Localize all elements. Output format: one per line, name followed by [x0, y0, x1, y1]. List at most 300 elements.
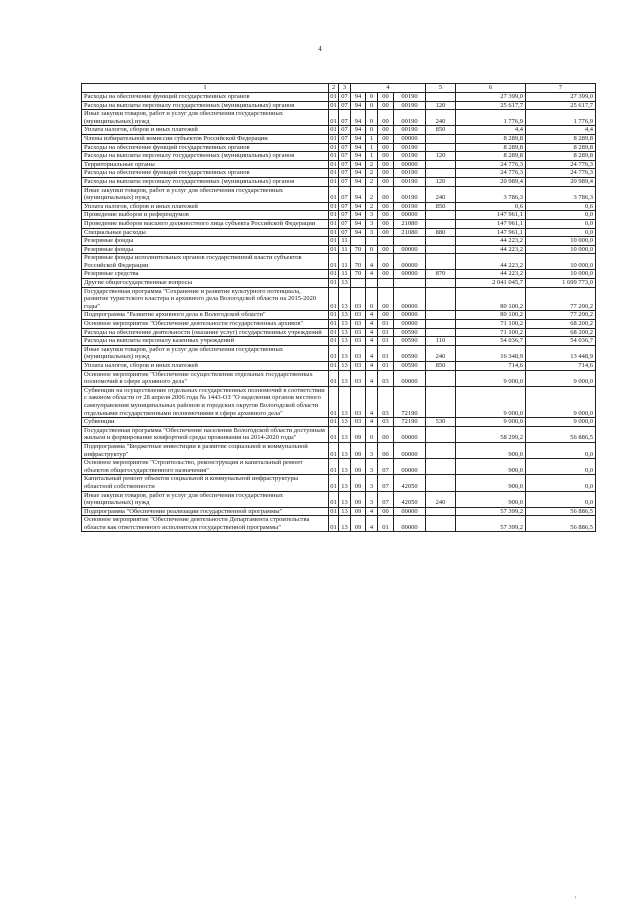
section-code: 01 [330, 160, 337, 168]
row-name: Основное мероприятие "Обеспечение осуществления отдельных государственных полномочий в сфере архивного дела" [82, 370, 329, 386]
subprogram-code: 0 [366, 287, 378, 311]
expense-type-code [426, 516, 456, 532]
table-row [82, 328, 596, 337]
activity-code: 00 [378, 254, 394, 270]
amount-col-7: 0,0 [526, 459, 596, 475]
amount-col-6: 1 776,9 [456, 110, 526, 126]
amount-col-7: 0,0 [526, 228, 596, 237]
direction-code: 00190 [394, 110, 426, 126]
expense-type-code: 120 [426, 101, 456, 110]
row-name: Расходы на обеспечение деятельности (оказание услуг) государственных учреждений [82, 328, 329, 337]
direction-code: 00590 [394, 337, 426, 346]
table-body [82, 84, 596, 532]
subprogram-code: 4 [366, 328, 378, 337]
activity-code: 00 [378, 177, 394, 186]
program-code: 03 [351, 418, 366, 427]
subprogram-code: 3 [366, 211, 378, 220]
subprogram-code: 4 [366, 337, 378, 346]
program-code: 09 [351, 516, 366, 532]
expense-type-code [426, 279, 456, 288]
direction-code: 00000 [394, 245, 426, 254]
subprogram-code: 2 [366, 186, 378, 202]
program-code: 03 [351, 320, 366, 329]
section-code: 01 [330, 202, 337, 210]
amount-col-7: 56 886,5 [526, 426, 596, 442]
subprogram-code: 0 [366, 245, 378, 254]
subsection-code: 07 [339, 101, 351, 110]
header-cell: 7 [526, 84, 596, 93]
subsection-code: 13 [339, 459, 351, 475]
amount-col-7: 1 699 773,0 [526, 279, 596, 288]
table-row [82, 169, 596, 178]
direction-code: 42050 [394, 491, 426, 507]
table-row [82, 337, 596, 346]
expense-type-code: 120 [426, 177, 456, 186]
row-name: Основное мероприятие "Обеспечение деятельности Департамента строительства области как ответственного исполнителя государственной программы" [82, 516, 329, 532]
amount-col-7: 25 617,7 [526, 101, 596, 110]
activity-code: 00 [378, 134, 394, 143]
amount-col-6: 54 036,7 [456, 337, 526, 346]
amount-col-6: 44 223,2 [456, 270, 526, 279]
direction-code: 00000 [394, 516, 426, 532]
subsection-code: 13 [339, 426, 351, 442]
amount-col-6: 900,0 [456, 475, 526, 491]
program-code: 03 [351, 362, 366, 371]
activity-code: 01 [378, 362, 394, 371]
row-name: Резервные фонды [82, 245, 329, 254]
section-code: 01 [330, 337, 337, 345]
direction-code: 00000 [394, 459, 426, 475]
subprogram-code: 4 [366, 418, 378, 427]
header-cell: 3 [339, 84, 351, 93]
subprogram-code: 0 [366, 93, 378, 102]
subsection-code: 13 [339, 362, 351, 371]
table-row [82, 418, 596, 427]
subprogram-code: 4 [366, 270, 378, 279]
amount-col-7: 9 000,0 [526, 386, 596, 417]
table-row [82, 237, 596, 246]
activity-code: 00 [378, 143, 394, 152]
section-code: 01 [330, 279, 337, 287]
row-name: Субвенции на осуществление отдельных государственных полномочий в соответствии с законом области от 28 апреля 2006 года № 1443-ОЗ "О наделении органов местного самоуправления муниципальных районов и городских округов Вологодской области отдельными государственными полномочиями в сфере архивного дела" [82, 386, 329, 417]
amount-col-7: 0,0 [526, 475, 596, 491]
section-code: 01 [329, 386, 339, 417]
amount-col-6: 16 348,9 [456, 345, 526, 361]
subsection-code: 13 [339, 442, 351, 458]
amount-col-6: 147 961,1 [456, 219, 526, 228]
subprogram-code: 0 [366, 426, 378, 442]
section-code: 01 [329, 254, 339, 270]
activity-code: 00 [378, 442, 394, 458]
subprogram-code: 4 [366, 254, 378, 270]
expense-type-code [426, 370, 456, 386]
subsection-code: 13 [339, 311, 351, 320]
row-name: Резервные фонды [82, 237, 329, 246]
row-name: Подпрограмма "Обеспечение реализации государственной программы" [82, 507, 329, 516]
activity-code: 07 [378, 475, 394, 491]
direction-code: 00000 [394, 320, 426, 329]
direction-code: 42050 [394, 475, 426, 491]
program-code: 70 [351, 270, 366, 279]
subsection-code: 07 [339, 134, 351, 143]
row-name: Основное мероприятие "Строительство, реконструкция и капитальный ремонт объектов общегосударственного назначения" [82, 459, 329, 475]
subsection-code: 13 [339, 516, 351, 532]
amount-col-7: 8 289,8 [526, 134, 596, 143]
subprogram-code: 4 [366, 362, 378, 371]
section-code: 01 [330, 126, 337, 134]
program-code: 94 [351, 228, 366, 237]
activity-code: 07 [378, 459, 394, 475]
table-row [82, 279, 596, 288]
row-name: Субвенции [82, 418, 329, 427]
table-row [82, 177, 596, 186]
expense-type-code [426, 507, 456, 516]
amount-col-7: 10 000,0 [526, 254, 596, 270]
activity-code: 00 [378, 202, 394, 211]
row-name: Иные закупки товаров, работ и услуг для обеспечения государственных (муниципальных) нужд [82, 186, 329, 202]
direction-code: 00190 [394, 177, 426, 186]
subsection-code: 07 [339, 152, 351, 161]
section-code: 01 [329, 516, 339, 532]
section-code: 01 [330, 311, 337, 319]
table-row [82, 101, 596, 110]
amount-col-7: 8 289,8 [526, 152, 596, 161]
activity-code: 01 [378, 337, 394, 346]
activity-code: 00 [378, 219, 394, 228]
amount-col-6: 147 961,1 [456, 211, 526, 220]
amount-col-6: 9 000,0 [456, 370, 526, 386]
program-code: 94 [351, 152, 366, 161]
program-code: 70 [351, 245, 366, 254]
program-code: 03 [351, 370, 366, 386]
section-code: 01 [330, 362, 337, 369]
amount-col-6: 9 000,0 [456, 418, 526, 427]
section-code: 01 [330, 507, 337, 515]
program-code: 03 [351, 345, 366, 361]
section-code: 01 [330, 93, 337, 100]
subsection-code: 13 [339, 279, 351, 288]
program-code: 94 [351, 160, 366, 169]
expense-type-code [426, 459, 456, 475]
direction-code [394, 237, 426, 246]
subprogram-code: 0 [366, 110, 378, 126]
row-name: Резервные средства [82, 270, 329, 279]
program-code: 09 [351, 442, 366, 458]
expense-type-code [426, 237, 456, 246]
expense-type-code [426, 93, 456, 102]
activity-code: 00 [378, 228, 394, 237]
table-row [82, 370, 596, 386]
expense-type-code: 240 [426, 345, 456, 361]
subprogram-code [366, 237, 378, 246]
amount-col-7: 9 000,0 [526, 370, 596, 386]
program-code: 94 [351, 219, 366, 228]
direction-code: 00000 [394, 270, 426, 279]
subprogram-code: 1 [366, 152, 378, 161]
program-code [351, 279, 366, 288]
subsection-code: 13 [339, 475, 351, 491]
expense-type-code [426, 245, 456, 254]
table-row [82, 160, 596, 169]
activity-code: 00 [378, 93, 394, 102]
amount-col-6: 80 100,2 [456, 287, 526, 311]
expense-type-code [426, 254, 456, 270]
amount-col-7: 77 200,2 [526, 287, 596, 311]
amount-col-7: 10 000,0 [526, 245, 596, 254]
direction-code: 72190 [394, 386, 426, 417]
direction-code: 00190 [394, 126, 426, 135]
activity-code: 00 [378, 507, 394, 516]
budget-table [81, 83, 596, 532]
subprogram-code: 3 [366, 228, 378, 237]
activity-code: 00 [378, 186, 394, 202]
amount-col-7: 20 989,4 [526, 177, 596, 186]
subprogram-code: 3 [366, 491, 378, 507]
expense-type-code: 240 [426, 110, 456, 126]
activity-code [378, 237, 394, 246]
direction-code: 00000 [394, 287, 426, 311]
row-name: Иные закупки товаров, работ и услуг для обеспечения государственных (муниципальных) нужд [82, 491, 329, 507]
section-code: 01 [330, 143, 337, 151]
direction-code: 00000 [394, 442, 426, 458]
amount-col-6: 900,0 [456, 491, 526, 507]
expense-type-code [426, 211, 456, 220]
expense-type-code: 120 [426, 152, 456, 161]
amount-col-7: 68 200,2 [526, 320, 596, 329]
amount-col-6: 0,6 [456, 202, 526, 211]
expense-type-code: 850 [426, 202, 456, 211]
row-name: Уплата налогов, сборов и иных платежей [82, 362, 329, 371]
subsection-code: 07 [339, 160, 351, 169]
table-row [82, 320, 596, 329]
row-name: Территориальные органы [82, 160, 329, 169]
section-code: 01 [330, 237, 337, 245]
subsection-code: 11 [339, 237, 351, 246]
expense-type-code [426, 287, 456, 311]
subsection-code: 11 [339, 254, 351, 270]
header-cell: 1 [82, 84, 329, 93]
program-code: 94 [351, 177, 366, 186]
subprogram-code: 4 [366, 345, 378, 361]
table-row [82, 93, 596, 102]
subprogram-code: 2 [366, 202, 378, 211]
expense-type-code [426, 134, 456, 143]
amount-col-7: 0,0 [526, 491, 596, 507]
direction-code: 00190 [394, 152, 426, 161]
direction-code: 00190 [394, 101, 426, 110]
program-code: 94 [351, 202, 366, 211]
amount-col-7: 0,0 [526, 442, 596, 458]
amount-col-6: 20 989,4 [456, 177, 526, 186]
expense-type-code [426, 311, 456, 320]
amount-col-6: 80 100,2 [456, 311, 526, 320]
section-code: 01 [330, 270, 337, 278]
activity-code: 00 [378, 270, 394, 279]
subprogram-code: 3 [366, 459, 378, 475]
amount-col-7: 0,0 [526, 211, 596, 220]
amount-col-6: 9 000,0 [456, 386, 526, 417]
expense-type-code [426, 320, 456, 329]
section-code: 01 [329, 491, 339, 507]
table-row [82, 362, 596, 371]
amount-col-7: 24 776,3 [526, 169, 596, 178]
section-code: 01 [330, 245, 337, 253]
direction-code: 00190 [394, 169, 426, 178]
subsection-code: 07 [339, 202, 351, 211]
row-name: Расходы на обеспечение функций государственных органов [82, 93, 329, 102]
section-code: 01 [329, 442, 339, 458]
program-code: 09 [351, 507, 366, 516]
table-row [82, 491, 596, 507]
subprogram-code: 4 [366, 507, 378, 516]
expense-type-code: 870 [426, 270, 456, 279]
direction-code: 00000 [394, 254, 426, 270]
section-code: 01 [330, 228, 337, 236]
row-name: Капитальный ремонт объектов социальной и коммунальной инфраструктуры областной собственности [82, 475, 329, 491]
table-row [82, 211, 596, 220]
section-code: 01 [330, 211, 337, 219]
amount-col-7: 1 776,9 [526, 110, 596, 126]
activity-code: 01 [378, 328, 394, 337]
subsection-code: 13 [339, 418, 351, 427]
program-code: 94 [351, 134, 366, 143]
amount-col-7: 77 200,2 [526, 311, 596, 320]
amount-col-7: 24 776,3 [526, 160, 596, 169]
row-name: Расходы на обеспечение функций государственных органов [82, 143, 329, 152]
subprogram-code: 3 [366, 219, 378, 228]
row-name: Резервные фонды исполнительных органов государственной власти субъектов Российской Федерации [82, 254, 329, 270]
expense-type-code [426, 169, 456, 178]
table-row [82, 459, 596, 475]
table-row [82, 270, 596, 279]
amount-col-6: 25 617,7 [456, 101, 526, 110]
table-row [82, 143, 596, 152]
amount-col-7: 4,4 [526, 126, 596, 135]
activity-code: 00 [378, 287, 394, 311]
activity-code: 00 [378, 211, 394, 220]
direction-code [394, 279, 426, 288]
direction-code: 00000 [394, 134, 426, 143]
activity-code: 00 [378, 126, 394, 135]
row-name: Специальные расходы [82, 228, 329, 237]
direction-code: 00000 [394, 211, 426, 220]
amount-col-6: 44 223,2 [456, 254, 526, 270]
amount-col-6: 24 776,3 [456, 169, 526, 178]
amount-col-6: 27 399,0 [456, 93, 526, 102]
expense-type-code [426, 328, 456, 337]
expense-type-code [426, 219, 456, 228]
subsection-code: 13 [339, 370, 351, 386]
subprogram-code: 2 [366, 160, 378, 169]
amount-col-6: 58 299,2 [456, 426, 526, 442]
direction-code: 00000 [394, 507, 426, 516]
header-cell: 4 [351, 84, 426, 93]
direction-code: 72190 [394, 418, 426, 427]
amount-col-6: 71 100,2 [456, 320, 526, 329]
table-row [82, 507, 596, 516]
direction-code: 00190 [394, 202, 426, 211]
row-name: Уплата налогов, сборов и иных платежей [82, 202, 329, 211]
subprogram-code: 0 [366, 101, 378, 110]
subprogram-code: 1 [366, 134, 378, 143]
expense-type-code: 240 [426, 186, 456, 202]
amount-col-6: 44 223,2 [456, 245, 526, 254]
expense-type-code [426, 160, 456, 169]
table-row [82, 287, 596, 311]
subsection-code: 13 [339, 345, 351, 361]
program-code: 70 [351, 254, 366, 270]
amount-col-7: 68 200,2 [526, 328, 596, 337]
subsection-code: 13 [339, 386, 351, 417]
activity-code: 03 [378, 370, 394, 386]
amount-col-6: 3 786,3 [456, 186, 526, 202]
expense-type-code: 530 [426, 418, 456, 427]
table-row [82, 311, 596, 320]
activity-code: 00 [378, 245, 394, 254]
activity-code: 00 [378, 110, 394, 126]
program-code: 94 [351, 186, 366, 202]
activity-code: 00 [378, 426, 394, 442]
row-name: Проведение выборов и референдумов [82, 211, 329, 220]
section-code: 01 [330, 134, 337, 142]
direction-code: 00590 [394, 328, 426, 337]
amount-col-7: 10 000,0 [526, 237, 596, 246]
subsection-code: 07 [339, 228, 351, 237]
amount-col-7: 27 399,0 [526, 93, 596, 102]
direction-code: 00190 [394, 186, 426, 202]
table-row [82, 202, 596, 211]
row-name: Государственная программа "Сохранение и развитие культурного потенциала, развитие туристского кластера и архивного дела Вологодской области на 2015-2020 годы" [82, 287, 329, 311]
amount-col-6: 24 776,3 [456, 160, 526, 169]
program-code: 94 [351, 101, 366, 110]
row-name: Подпрограмма "Бюджетные инвестиции в развитие социальной и коммунальной инфраструктур" [82, 442, 329, 458]
activity-code: 01 [378, 516, 394, 532]
subprogram-code: 2 [366, 169, 378, 178]
amount-col-7: 714,6 [526, 362, 596, 371]
activity-code: 00 [378, 169, 394, 178]
activity-code: 01 [378, 320, 394, 329]
edge-mark: , [575, 893, 577, 899]
amount-col-6: 8 289,8 [456, 152, 526, 161]
row-name: Иные закупки товаров, работ и услуг для обеспечения государственных (муниципальных) нужд [82, 345, 329, 361]
row-name: Основное мероприятие "Обеспечение деятельности государственных архивов" [82, 320, 329, 329]
program-code [351, 237, 366, 246]
activity-code: 03 [378, 418, 394, 427]
amount-col-7: 9 000,0 [526, 418, 596, 427]
direction-code: 00190 [394, 143, 426, 152]
amount-col-7: 3 786,3 [526, 186, 596, 202]
subsection-code: 07 [339, 143, 351, 152]
subprogram-code: 1 [366, 143, 378, 152]
row-name: Другие общегосударственные вопросы [82, 279, 329, 288]
amount-col-6: 147 961,1 [456, 228, 526, 237]
program-code: 03 [351, 287, 366, 311]
amount-col-7: 0,6 [526, 202, 596, 211]
row-name: Расходы на выплаты персоналу казенных учреждений [82, 337, 329, 346]
amount-col-7: 56 886,5 [526, 507, 596, 516]
subsection-code: 07 [339, 177, 351, 186]
section-code: 01 [329, 459, 339, 475]
row-name: Иные закупки товаров, работ и услуг для обеспечения государственных (муниципальных) нужд [82, 110, 329, 126]
subsection-code: 07 [339, 211, 351, 220]
direction-code: 00590 [394, 345, 426, 361]
row-name: Подпрограмма "Развитие архивного дела в Вологодской области" [82, 311, 329, 320]
table-row [82, 254, 596, 270]
amount-col-6: 8 289,8 [456, 143, 526, 152]
amount-col-6: 4,4 [456, 126, 526, 135]
page-number: 4 [318, 45, 322, 53]
expense-type-code [426, 386, 456, 417]
